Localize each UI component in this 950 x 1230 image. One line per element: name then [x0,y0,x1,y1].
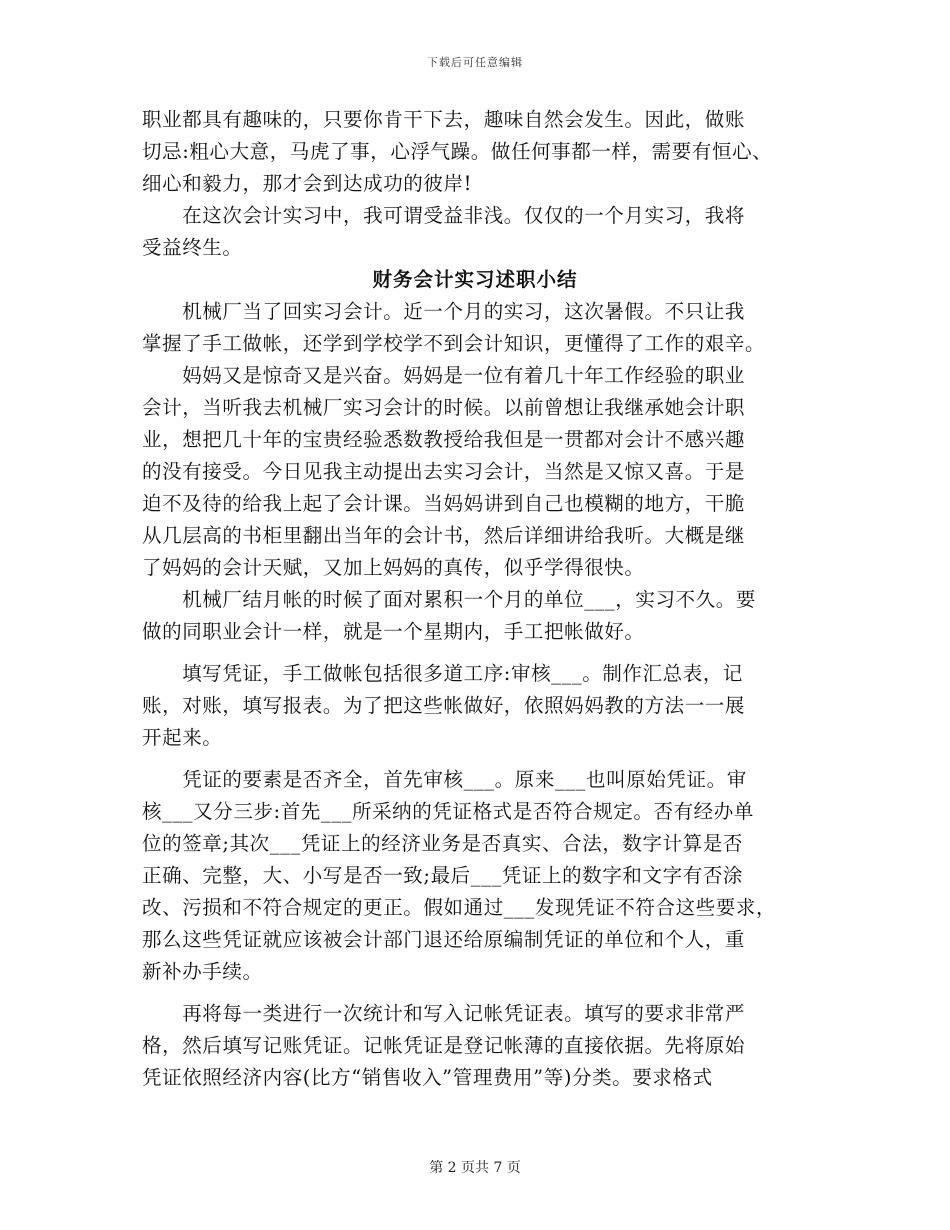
text-line: 迫不及待的给我上起了会计课。当妈妈讲到自己也模糊的地方，干脆 [142,492,746,515]
text-line: 机械厂结月帐的时候了面对累积一个月的单位___，实习不久。要 [142,588,756,611]
text-line: 在这次会计实习中，我可谓受益非浅。仅仅的一个月实习，我将 [142,204,746,227]
text-line: 核___又分三步:首先___所采纳的凭证格式是否符合规定。否有经办单 [142,800,754,823]
text-line: 做的同职业会计一样，就是一个星期内，手工把帐做好。 [142,620,645,643]
paragraph-gap [142,754,808,764]
text-line: 改、污损和不符合规定的更正。假如通过___发现凭证不符合这些要求， [142,896,777,919]
section-title: 财务会计实习述职小结 [372,268,578,291]
text-line: 妈妈又是惊奇又是兴奋。妈妈是一位有着几十年工作经验的职业 [142,364,746,387]
text-line: 细心和毅力，那才会到达成功的彼岸! [142,172,473,195]
text-line: 会计，当听我去机械厂实习会计的时候。以前曾想让我继承她会计职 [142,396,746,419]
text-line: 的没有接受。今日见我主动提出去实习会计，当然是又惊又喜。于是 [142,460,746,483]
paragraph-gap [142,648,808,658]
text-line: 新补办手续。 [142,960,263,983]
document-body [142,104,808,1094]
text-line: 正确、完整，大、小写是否一致;最后___凭证上的数字和文字有否涂 [142,864,744,887]
text-line: 从几层高的书柜里翻出当年的会计书，然后详细讲给我听。大概是继 [142,524,746,547]
text-line: 凭证依照经济内容(比方“销售收入”管理费用”等)分类。要求格式 [142,1066,713,1089]
text-line: 填写凭证，手工做帐包括很多道工序:审核___。制作汇总表，记 [142,662,744,685]
text-line: 掌握了手工做帐，还学到学校学不到会计知识，更懂得了工作的艰辛。 [142,332,766,355]
text-line: 那么这些凭证就应该被会计部门退还给原编制凭证的单位和个人，重 [142,928,746,951]
page-header-note: 下载后可任意编辑 [427,56,523,69]
text-line: 受益终生。 [142,236,243,259]
text-line: 开起来。 [142,726,223,749]
text-line: 账，对账，填写报表。为了把这些帐做好，依照妈妈教的方法一一展 [142,694,746,717]
text-line: 凭证的要素是否齐全，首先审核___。原来___也叫原始凭证。审 [142,768,747,791]
text-line: 再将每一类进行一次统计和写入记帐凭证表。填写的要求非常严 [142,1002,746,1025]
text-line: 格，然后填写记账凭证。记帐凭证是登记帐薄的直接依据。先将原始 [142,1034,746,1057]
text-line: 机械厂当了回实习会计。近一个月的实习，这次暑假。不只让我 [142,300,746,323]
page-number: 第 2 页共 7 页 [429,1160,521,1176]
text-line: 切忌:粗心大意，马虎了事，心浮气躁。做任何事都一样，需要有恒心、 [142,140,773,163]
paragraph-gap [142,988,808,998]
text-line: 职业都具有趣味的，只要你肯干下去，趣味自然会发生。因此，做账 [142,108,746,131]
text-line: 位的签章;其次___凭证上的经济业务是否真实、合法，数字计算是否 [142,832,744,855]
text-line: 业，想把几十年的宝贵经验悉数教授给我但是一贯都对会计不感兴趣 [142,428,746,451]
text-line: 了妈妈的会计天赋，又加上妈妈的真传，似乎学得很快。 [142,556,645,579]
